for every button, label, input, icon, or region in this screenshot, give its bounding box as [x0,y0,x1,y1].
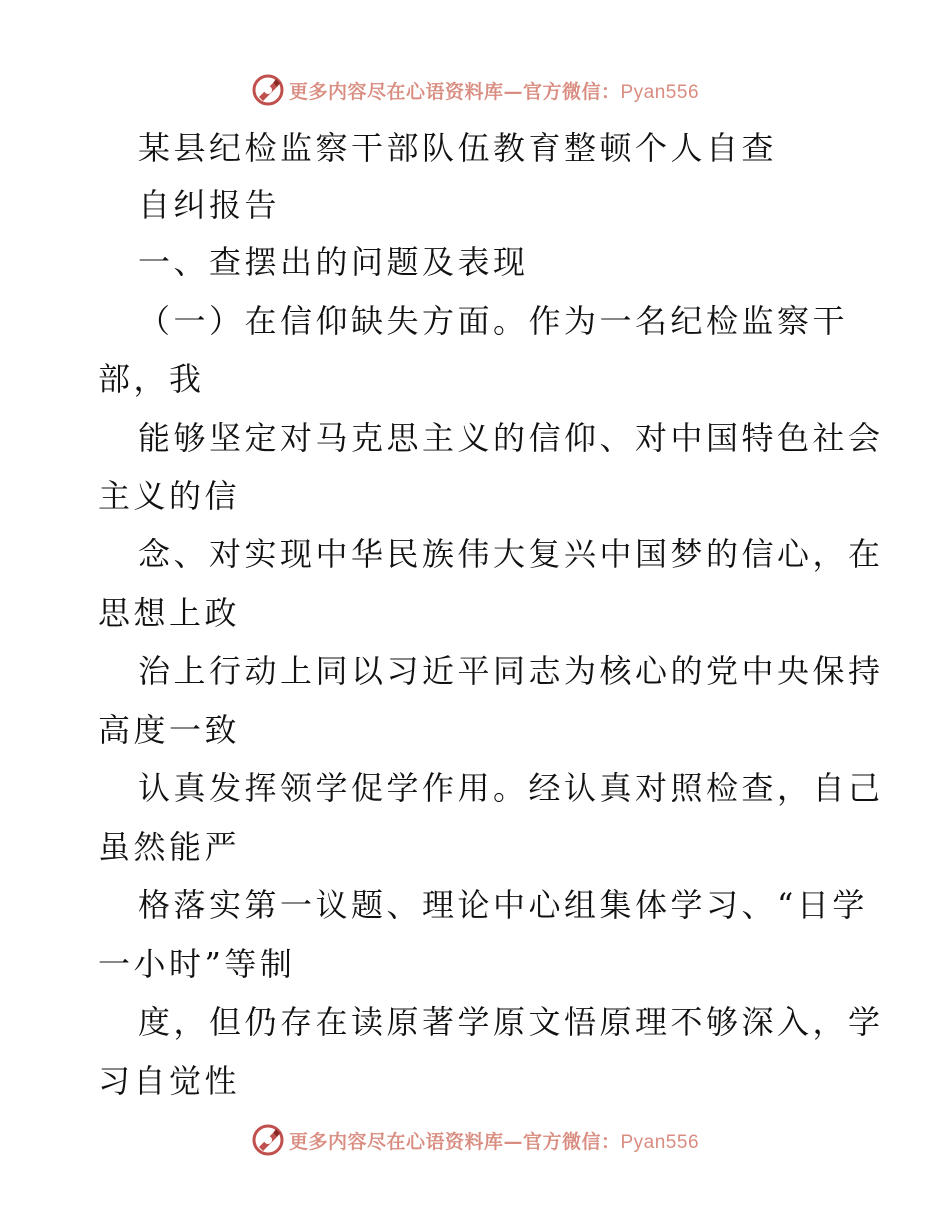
watermark-wechat-id: Pyan556 [620,1131,700,1153]
watermark-text: 更多内容尽在心语资料库—官方微信：Pyan556 [288,80,700,103]
paragraph-line: 能够坚定对马克思主义的信仰、对中国特色社会 [138,419,884,457]
paragraph-line: 习自觉性 [98,1062,241,1100]
paragraph-line: 念、对实现中华民族伟大复兴中国梦的信心，在 [138,535,884,573]
paragraph-line: 部，我 [98,360,205,398]
paragraph-line: 治上行动上同以习近平同志为核心的党中央保持 [138,652,884,690]
watermark-wechat-id: Pyan556 [620,81,700,103]
paragraph-line: 一小时”等制 [98,945,296,983]
paragraph-line: 虽然能严 [98,828,241,866]
paragraph-line: 思想上政 [98,594,241,632]
paragraph-line: 认真发挥领学促学作用。经认真对照检查，自己 [138,769,884,807]
document-title-line-2: 自纠报告 [138,186,281,224]
section-heading: 一、查摆出的问题及表现 [138,243,529,281]
paragraph-line: （一）在信仰缺失方面。作为一名纪检监察干 [138,302,849,340]
brush-pen-logo-icon [251,73,285,107]
header-watermark [0,72,950,108]
document-title-line-1: 某县纪检监察干部队伍教育整顿个人自查 [138,129,778,167]
footer-watermark [0,1122,950,1158]
paragraph-line: 高度一致 [98,711,241,749]
paragraph-line: 主义的信 [98,477,241,515]
brush-pen-logo-icon [251,1123,285,1157]
paragraph-line: 度，但仍存在读原著学原文悟原理不够深入，学 [138,1003,884,1041]
watermark-text: 更多内容尽在心语资料库—官方微信：Pyan556 [288,1130,700,1153]
paragraph-line: 格落实第一议题、理论中心组集体学习、“日学 [138,886,868,924]
